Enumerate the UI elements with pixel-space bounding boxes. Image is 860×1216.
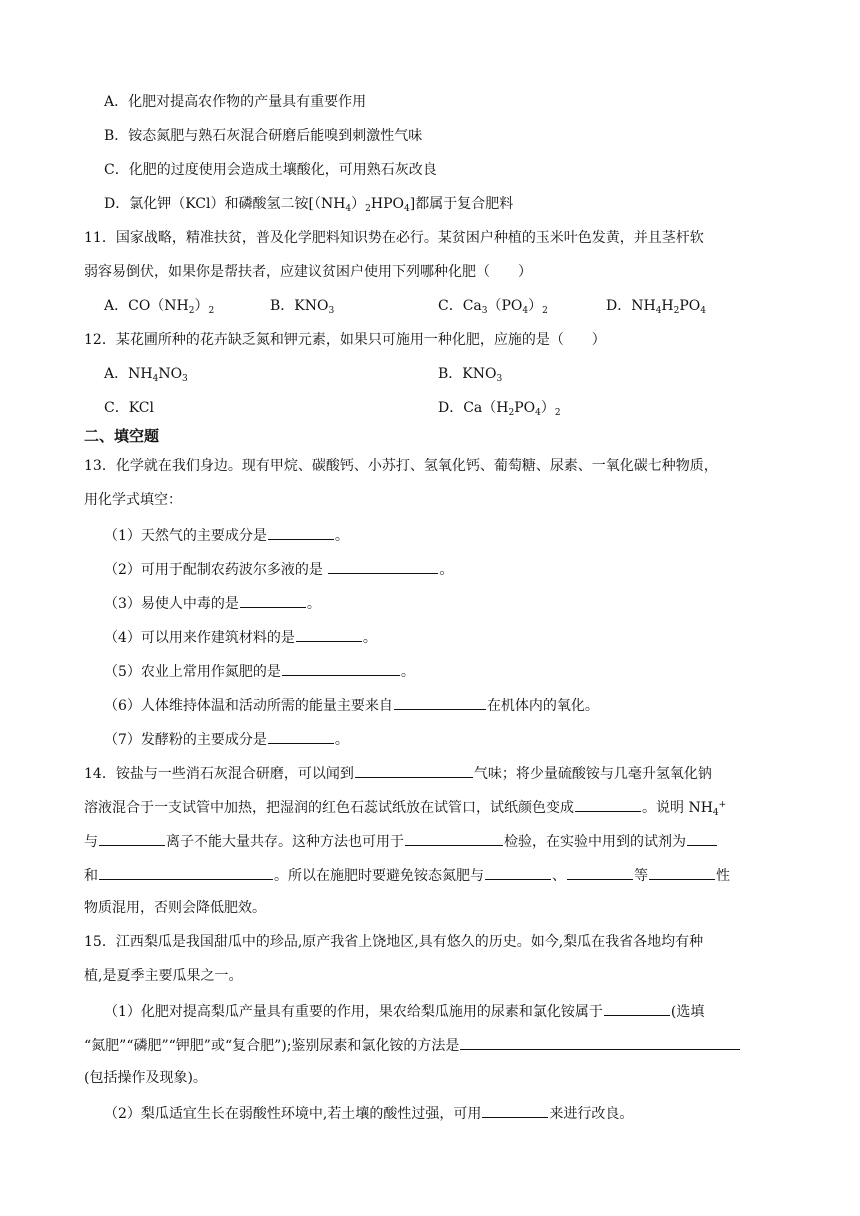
q11-d-text: PO xyxy=(679,298,701,314)
q14-line4 xyxy=(84,864,730,886)
q11-b-text: B．KNO xyxy=(270,298,329,314)
q15-text: 来进行改良。 xyxy=(549,1106,634,1122)
answer-blank[interactable] xyxy=(485,864,551,880)
q13-sub7 xyxy=(104,728,349,750)
q10-d-text: ） xyxy=(351,196,366,212)
q14-text: 离子不能大量共存。这种方法也可用于 xyxy=(166,834,404,850)
q15-text: （2）梨瓜适宜生长在弱酸性环境中,若土壤的酸性过强，可用 xyxy=(104,1106,482,1122)
q11-option-b xyxy=(270,296,334,316)
q11-a-text: A．CO（NH xyxy=(104,298,189,314)
q15-text: (选填 xyxy=(670,1004,705,1020)
subscript: 4 xyxy=(522,306,529,316)
q13-sub6 xyxy=(104,694,599,716)
q12-option-a xyxy=(104,364,188,384)
q14-line3 xyxy=(84,830,718,852)
subscript: 4 xyxy=(700,306,707,316)
q15-text: “氮肥”“磷肥”“钾肥”或“复合肥”);鉴别尿素和氯化铵的方法是 xyxy=(84,1038,460,1054)
answer-blank[interactable] xyxy=(405,830,503,846)
subscript: 2 xyxy=(673,306,680,316)
q13-stem-line1: 13．化学就在我们身边。现有甲烷、碳酸钙、小苏打、氢氧化钙、葡萄糖、尿素、一氧化碳七种物质， xyxy=(84,458,718,474)
answer-blank[interactable] xyxy=(649,864,715,880)
subscript: 4 xyxy=(345,204,352,214)
subscript: 3 xyxy=(328,306,335,316)
q14-text: 气味；将少量硫酸铵与几毫升氢氧化钠 xyxy=(473,766,712,782)
q13-sub3 xyxy=(104,592,321,614)
q14-text: 。说明 NH xyxy=(642,800,713,816)
q14-text: 。所以在施肥时要避免铵态氮肥与 xyxy=(274,868,484,884)
section-title: 二、填空题 xyxy=(84,427,160,445)
punct: 。 xyxy=(400,664,415,680)
q11-option-c xyxy=(438,296,548,316)
answer-blank[interactable] xyxy=(296,626,362,642)
q14-text: 、 xyxy=(552,868,566,884)
q14-text: 和 xyxy=(84,868,98,884)
q11-c-text: ） xyxy=(528,298,543,314)
subscript: 4 xyxy=(712,808,719,818)
q14-line2 xyxy=(84,796,726,818)
q10-d-text: HPO xyxy=(370,196,404,212)
answer-blank[interactable] xyxy=(394,694,486,710)
q14-text: 性 xyxy=(716,868,730,884)
answer-blank[interactable] xyxy=(687,830,717,846)
q12-a-text: NO xyxy=(158,366,183,382)
q12-stem: 12．某花圃所种的花卉缺乏氮和钾元素，如果只可施用一种化肥，应施的是（ ） xyxy=(84,332,606,348)
q12-d-text: D．Ca（H xyxy=(438,400,509,416)
answer-blank[interactable] xyxy=(240,592,306,608)
answer-blank[interactable] xyxy=(575,796,641,812)
q14-text: 检验，在实验中用到的试剂为 xyxy=(504,834,686,850)
subscript: 2 xyxy=(365,204,371,214)
subscript: 2 xyxy=(508,408,515,418)
q13-s4-text: （4）可以用来作建筑材料的是 xyxy=(104,630,295,646)
punct: 。 xyxy=(306,596,321,612)
q13-stem-line2: 用化学式填空： xyxy=(84,492,182,508)
q11-a-text: ） xyxy=(194,298,209,314)
superscript: + xyxy=(718,800,727,810)
q13-s1-text: （1）天然气的主要成分是 xyxy=(104,528,267,544)
subscript: 2 xyxy=(208,306,215,316)
q10-option-a: A．化肥对提高农作物的产量具有重要作用 xyxy=(104,94,367,110)
q10-option-d xyxy=(104,194,513,214)
answer-blank[interactable] xyxy=(460,1034,740,1050)
q15-sub2 xyxy=(104,1102,633,1124)
subscript: 4 xyxy=(404,204,410,214)
punct: 。 xyxy=(439,562,454,578)
q12-option-d xyxy=(438,398,561,418)
q12-d-text: ） xyxy=(540,400,555,416)
q14-text: 与 xyxy=(84,834,98,850)
q13-s6-text: 在机体内的氧化。 xyxy=(486,698,599,714)
subscript: 3 xyxy=(481,306,488,316)
answer-blank[interactable] xyxy=(99,830,165,846)
q15-stem-line1: 15．江西梨瓜是我国甜瓜中的珍品,原产我省上饶地区,具有悠久的历史。如今,梨瓜在我省各地均有种 xyxy=(84,934,704,950)
q10-option-b: B．铵态氮肥与熟石灰混合研磨后能嗅到刺激性气味 xyxy=(104,128,423,144)
q13-s6-text: （6）人体维持体温和活动所需的能量主要来自 xyxy=(104,698,393,714)
subscript: 4 xyxy=(152,374,159,384)
q11-stem-line1: 11．国家战略，精准扶贫，普及化学肥料知识势在必行。某贫困户种植的玉米叶色发黄，并且茎杆软 xyxy=(84,230,704,246)
q14-text: 等 xyxy=(634,868,648,884)
q14-text: 14．铵盐与一些消石灰混合研磨，可以闻到 xyxy=(84,766,354,782)
q11-d-text: D．NH xyxy=(606,298,656,314)
q13-sub1 xyxy=(104,524,349,546)
q10-option-c: C．化肥的过度使用会造成土壤酸化，可用熟石灰改良 xyxy=(104,162,437,178)
q13-s2-text: （2）可用于配制农药波尔多液的是 xyxy=(104,562,328,578)
q13-sub5 xyxy=(104,660,415,682)
subscript: 4 xyxy=(655,306,662,316)
q15-sub1-line3: (包括操作及现象)。 xyxy=(84,1070,207,1086)
subscript: 3 xyxy=(496,374,503,384)
q12-b-text: B．KNO xyxy=(438,366,497,382)
q14-text: 溶液混合于一支试管中加热，把湿润的红色石蕊试纸放在试管口，试纸颜色变成 xyxy=(84,800,574,816)
q15-text: （1）化肥对提高梨瓜产量具有重要的作用，果农给梨瓜施用的尿素和氯化铵属于 xyxy=(104,1004,603,1020)
q11-option-a xyxy=(104,296,214,316)
q14-line1 xyxy=(84,762,712,784)
punct: 。 xyxy=(334,528,349,544)
q12-a-text: A．NH xyxy=(104,366,153,382)
q14-line5: 物质混用，否则会降低肥效。 xyxy=(84,900,266,916)
punct: 。 xyxy=(362,630,377,646)
q13-s5-text: （5）农业上常用作氮肥的是 xyxy=(104,664,281,680)
q11-d-text: H xyxy=(661,298,674,314)
answer-blank[interactable] xyxy=(268,728,334,744)
subscript: 2 xyxy=(188,306,195,316)
q11-stem-line2: 弱容易倒伏，如果你是帮扶者，应建议贫困户使用下列哪种化肥（ ） xyxy=(84,264,532,280)
q13-sub2 xyxy=(104,558,453,580)
q12-option-c: C．KCl xyxy=(104,400,154,416)
q15-sub1-line2 xyxy=(84,1034,741,1056)
q11-c-text: （PO xyxy=(487,298,523,314)
q11-option-d xyxy=(606,296,706,316)
answer-blank[interactable] xyxy=(567,864,633,880)
q12-d-text: PO xyxy=(514,400,536,416)
q12-option-b xyxy=(438,364,502,384)
q10-d-text: ]都属于复合肥料 xyxy=(409,196,514,212)
subscript: 3 xyxy=(182,374,188,384)
q15-stem-line2: 植,是夏季主要瓜果之一。 xyxy=(84,968,243,984)
subscript: 4 xyxy=(535,408,541,418)
subscript: 2 xyxy=(542,306,548,316)
subscript: 2 xyxy=(554,408,561,418)
q13-s3-text: （3）易使人中毒的是 xyxy=(104,596,239,612)
answer-blank[interactable] xyxy=(328,558,438,574)
answer-blank[interactable] xyxy=(355,762,473,778)
answer-blank[interactable] xyxy=(99,864,273,880)
answer-blank[interactable] xyxy=(268,524,334,540)
answer-blank[interactable] xyxy=(604,1000,670,1016)
q13-s7-text: （7）发酵粉的主要成分是 xyxy=(104,732,267,748)
q10-d-text: D．氯化钾（KCl）和磷酸氢二铵[（NH xyxy=(104,196,346,212)
punct: 。 xyxy=(334,732,349,748)
q13-sub4 xyxy=(104,626,377,648)
answer-blank[interactable] xyxy=(282,660,400,676)
q11-c-text: C．Ca xyxy=(438,298,482,314)
q15-sub1-line1 xyxy=(104,1000,704,1022)
answer-blank[interactable] xyxy=(482,1102,548,1118)
